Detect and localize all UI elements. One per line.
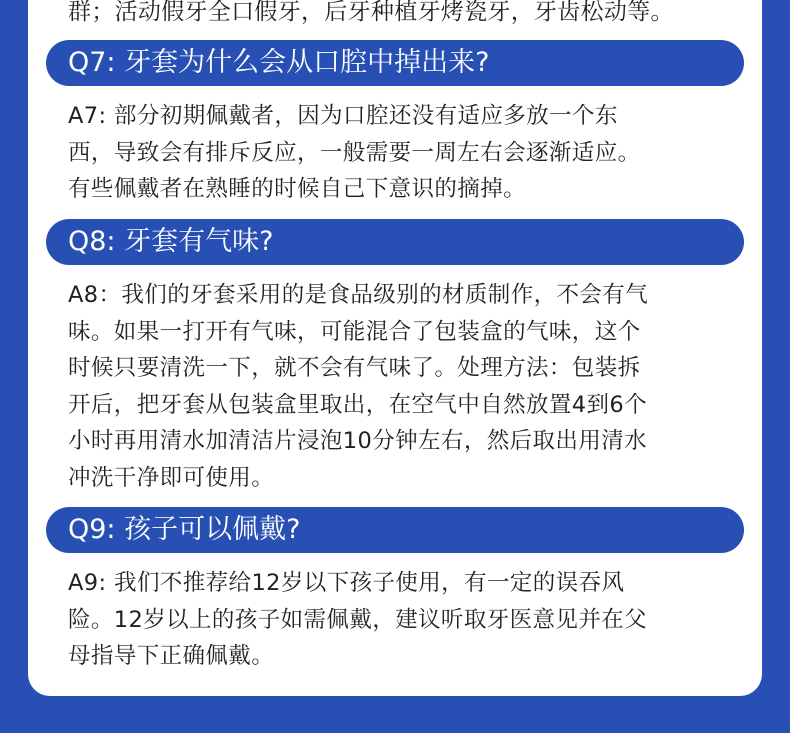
- answer-block-q9: [68, 565, 728, 675]
- previous-answer-fragment: 群；活动假牙全口假牙，后牙种植牙烤瓷牙，牙齿松动等。: [68, 0, 674, 24]
- answer-line: A7: 部分初期佩戴者，因为口腔还没有适应多放一个东: [68, 103, 618, 129]
- question-text: Q7: 牙套为什么会从口腔中掉出来?: [68, 47, 490, 78]
- answer-line: 小时再用清水加清洁片浸泡10分钟左右，然后取出用清水: [68, 428, 648, 454]
- answer-line: 西，导致会有排斥反应，一般需要一周左右会逐渐适应。: [68, 139, 641, 166]
- question-text: Q9: 孩子可以佩戴?: [68, 514, 301, 545]
- answer-line: 有些佩戴者在熟睡的时候自己下意识的摘掉。: [68, 176, 527, 202]
- question-bar-q9: [46, 507, 744, 553]
- answer-line: A8：我们的牙套采用的是食品级别的材质制作，不会有气: [68, 282, 649, 308]
- answer-line: 开后，把牙套从包装盒里取出，在空气中自然放置4到6个: [68, 391, 648, 418]
- answer-block-q8: [68, 277, 728, 496]
- answer-line: 时候只要清洗一下，就不会有气味了。处理方法：包装拆: [68, 355, 641, 381]
- answer-line: A9: 我们不推荐给12岁以下孩子使用，有一定的误吞风: [68, 570, 625, 596]
- answer-line: 味。如果一打开有气味，可能混合了包装盒的气味，这个: [68, 318, 641, 345]
- question-bar-q8: [46, 219, 744, 265]
- question-bar-q7: [46, 40, 744, 86]
- answer-block-q7: [68, 98, 728, 208]
- answer-line: 冲洗干净即可使用。: [68, 464, 275, 491]
- answer-line: 母指导下正确佩戴。: [68, 643, 275, 669]
- answer-line: 险。12岁以上的孩子如需佩戴，建议听取牙医意见并在父: [68, 606, 648, 633]
- question-text: Q8: 牙套有气味?: [68, 226, 274, 257]
